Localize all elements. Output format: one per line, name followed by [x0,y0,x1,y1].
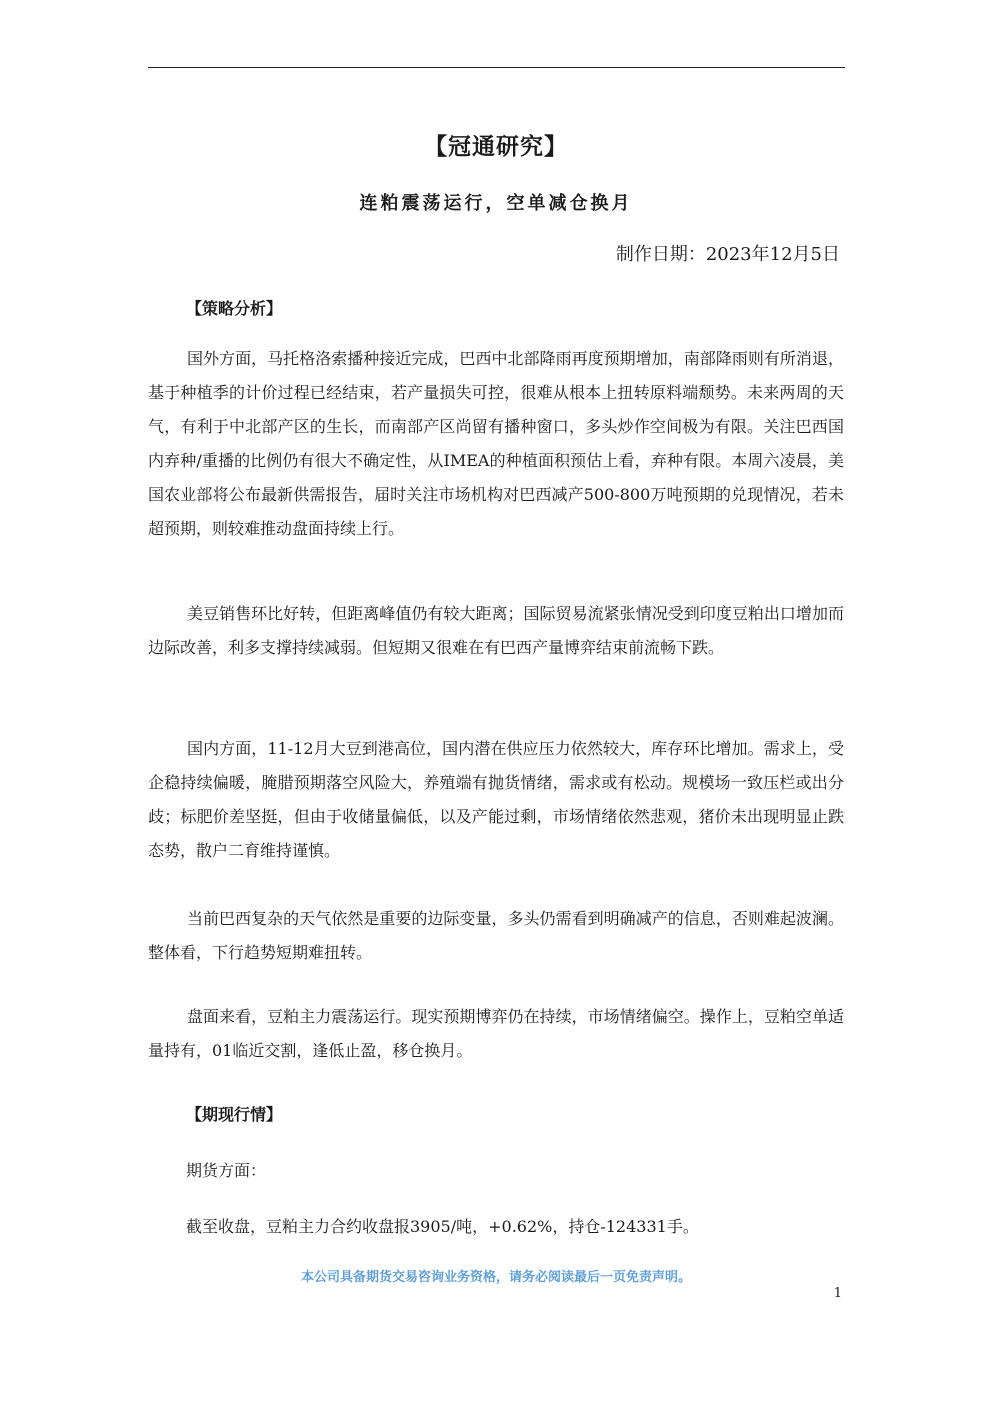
header-rule [148,67,845,68]
report-date: 制作日期：2023年12月5日 [615,244,840,265]
report-title: 连粕震荡运行，空单减仓换月 [359,193,633,214]
paragraph-domestic: 国内方面，11-12月大豆到港高位，国内潜在供应压力依然较大，库存环比增加。需求上，受企稳持续偏暖，腌腊预期落空风险大，养殖端有抛货情绪，需求或有松动。规模场一致压栏或出分歧；标肥价差坚挺，但由于收储量偏低，以及产能过剩，市场情绪依然悲观，猪价未出现明显止跌态势，散户二育维持谨慎。 [148,739,844,860]
futures-label: 期货方面： [186,1161,267,1180]
page-number: 1 [833,1286,842,1301]
section-heading-market: 【期现行情】 [186,1105,283,1124]
paragraph-weather: 当前巴西复杂的天气依然是重要的边际变量，多头仍需看到明确减产的信息，否则难起波澜。整体看，下行趋势短期难扭转。 [148,909,844,962]
paragraph-us-soybean: 美豆销售环比好转，但距离峰值仍有较大距离；国际贸易流紧张情况受到印度豆粕出口增加而边际改善，利多支撑持续减弱。但短期又很难在有巴西产量博弈结束前流畅下跌。 [148,604,844,657]
section-heading-strategy: 【策略分析】 [186,299,283,318]
brand-title: 【冠通研究】 [424,133,568,160]
disclaimer-text: 本公司具备期货交易咨询业务资格，请务必阅读最后一页免责声明。 [300,1270,691,1285]
paragraph-market-view: 盘面来看，豆粕主力震荡运行。现实预期博弈仍在持续，市场情绪偏空。操作上，豆粕空单适量持有，01临近交割，逢低止盈，移仓换月。 [148,1007,844,1060]
paragraph-overseas: 国外方面，马托格洛索播种接近完成，巴西中北部降雨再度预期增加，南部降雨则有所消退，基于种植季的计价过程已经结束，若产量损失可控，很难从根本上扭转原料端颓势。未来两周的天气，有利于中北部产区的生长，而南部产区尚留有播种窗口，多头炒作空间极为有限。关注巴西国内弃种/重播的比例仍有很大不确定性，从IMEA的种植面积预估上看，弃种有限。本周六凌晨，美国农业部将公布最新供需报告，届时关注市场机构对巴西减产500-800万吨预期的兑现情况，若未超预期，则较难推动盘面持续上行。 [148,349,844,538]
futures-detail: 截至收盘，豆粕主力合约收盘报3905/吨，+0.62%，持仓-124331手。 [186,1217,699,1236]
